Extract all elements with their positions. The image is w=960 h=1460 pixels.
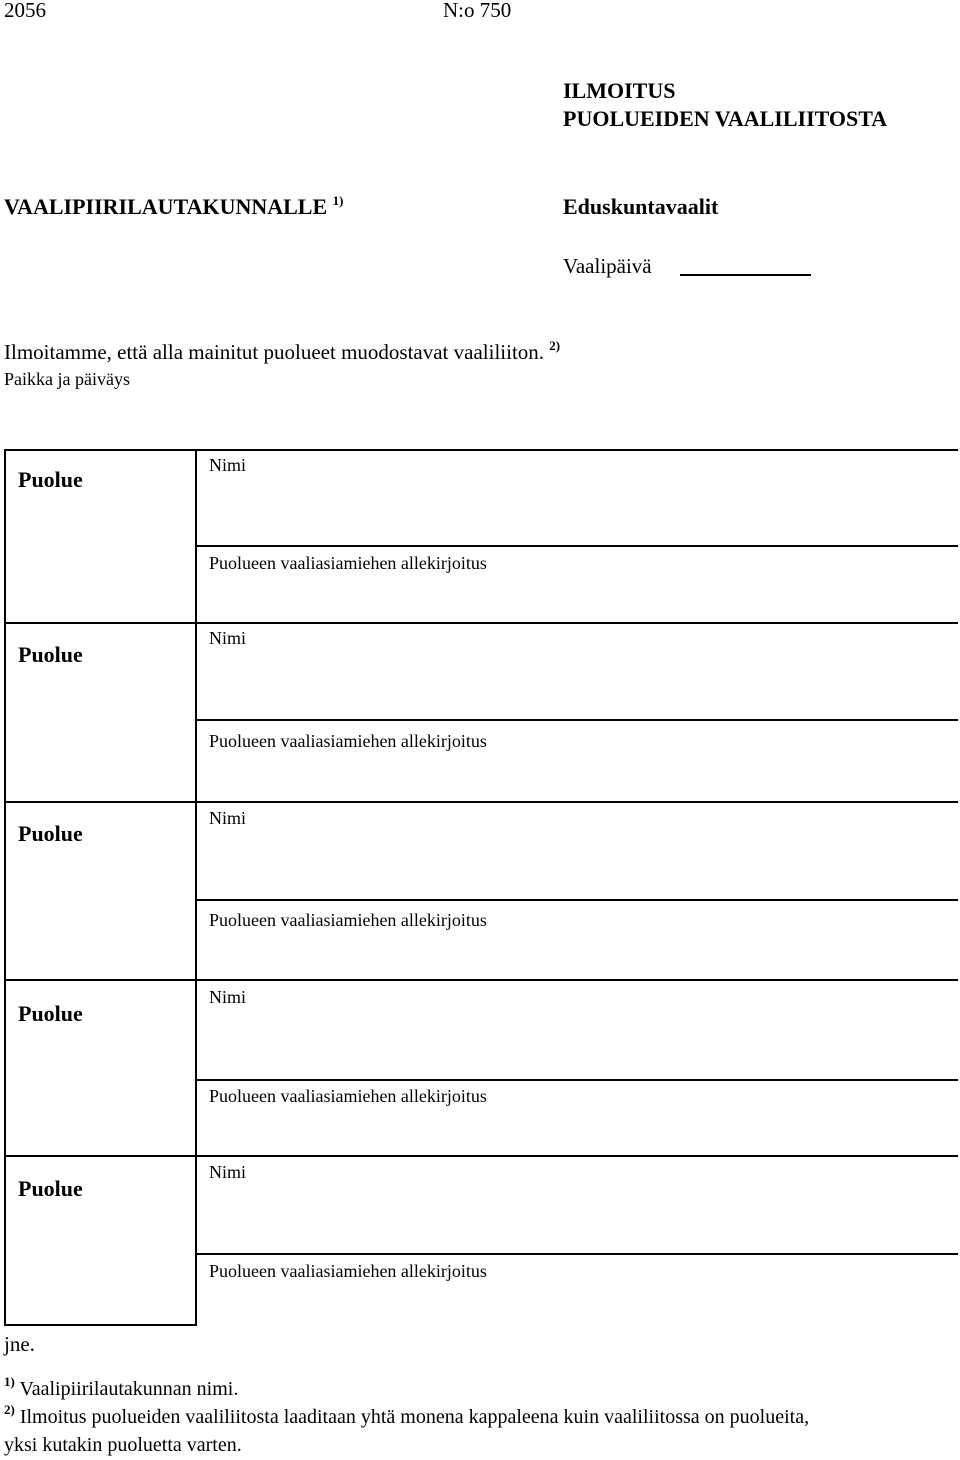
party-label: Puolue bbox=[18, 1176, 83, 1201]
name-label: Nimi bbox=[209, 628, 247, 648]
signature-line[interactable] bbox=[195, 719, 958, 721]
election-date-label: Vaalipäivä bbox=[563, 254, 652, 278]
place-date-label: Paikka ja päiväys bbox=[4, 369, 130, 389]
signature-label: Puolueen vaaliasiamiehen allekirjoitus bbox=[209, 910, 487, 930]
table-left-border bbox=[4, 449, 6, 1326]
form-title-line2: PUOLUEIDEN VAALILIITOSTA bbox=[563, 106, 888, 131]
etc-label: jne. bbox=[4, 1332, 35, 1356]
signature-line[interactable] bbox=[195, 1079, 958, 1081]
party-label: Puolue bbox=[18, 467, 83, 492]
signature-label: Puolueen vaaliasiamiehen allekirjoitus bbox=[209, 731, 487, 751]
footnote-2-continuation: yksi kutakin puoluetta varten. bbox=[4, 1434, 242, 1456]
footnote-marker: 1) bbox=[4, 1374, 15, 1389]
row-line bbox=[4, 979, 958, 981]
party-label: Puolue bbox=[18, 1001, 83, 1026]
party-label: Puolue bbox=[18, 642, 83, 667]
election-type: Eduskuntavaalit bbox=[563, 194, 719, 219]
form-title-line1: ILMOITUS bbox=[563, 78, 676, 103]
issue-number: N:o 750 bbox=[443, 0, 512, 22]
row-line bbox=[4, 622, 958, 624]
row-line bbox=[4, 1155, 958, 1157]
signature-line[interactable] bbox=[195, 545, 958, 547]
signature-label: Puolueen vaaliasiamiehen allekirjoitus bbox=[209, 1086, 487, 1106]
recipient-text: VAALIPIIRILAUTAKUNNALLE bbox=[4, 194, 328, 219]
footnote-text: Vaalipiirilautakunnan nimi. bbox=[19, 1378, 239, 1400]
footnote-text: Ilmoitus puolueiden vaaliliitosta laaditaan yhtä monena kappaleena kuin vaaliliitossa on puolueita, bbox=[19, 1406, 810, 1428]
footnote-1 bbox=[4, 1374, 239, 1401]
signature-label: Puolueen vaaliasiamiehen allekirjoitus bbox=[209, 553, 487, 573]
name-label: Nimi bbox=[209, 455, 247, 475]
footnote-2 bbox=[4, 1402, 810, 1429]
signature-line[interactable] bbox=[195, 1253, 958, 1255]
declaration-text: Ilmoitamme, että alla mainitut puolueet muodostavat vaaliliiton. bbox=[4, 340, 545, 364]
signature-label: Puolueen vaaliasiamiehen allekirjoitus bbox=[209, 1261, 487, 1281]
name-label: Nimi bbox=[209, 987, 247, 1007]
page-number: 2056 bbox=[4, 0, 46, 22]
row-line bbox=[4, 801, 958, 803]
footnote-marker: 2) bbox=[4, 1402, 15, 1417]
footnote-ref-2: 2) bbox=[549, 338, 561, 353]
recipient-heading bbox=[4, 194, 343, 220]
table-divider bbox=[195, 449, 197, 1326]
declaration-line bbox=[4, 340, 560, 365]
row-line bbox=[4, 449, 958, 451]
table-bottom-border bbox=[4, 1324, 197, 1326]
election-date-field[interactable] bbox=[680, 274, 811, 276]
name-label: Nimi bbox=[209, 808, 247, 828]
party-label: Puolue bbox=[18, 821, 83, 846]
name-label: Nimi bbox=[209, 1162, 247, 1182]
footnote-ref-1: 1) bbox=[332, 193, 344, 208]
signature-line[interactable] bbox=[195, 899, 958, 901]
